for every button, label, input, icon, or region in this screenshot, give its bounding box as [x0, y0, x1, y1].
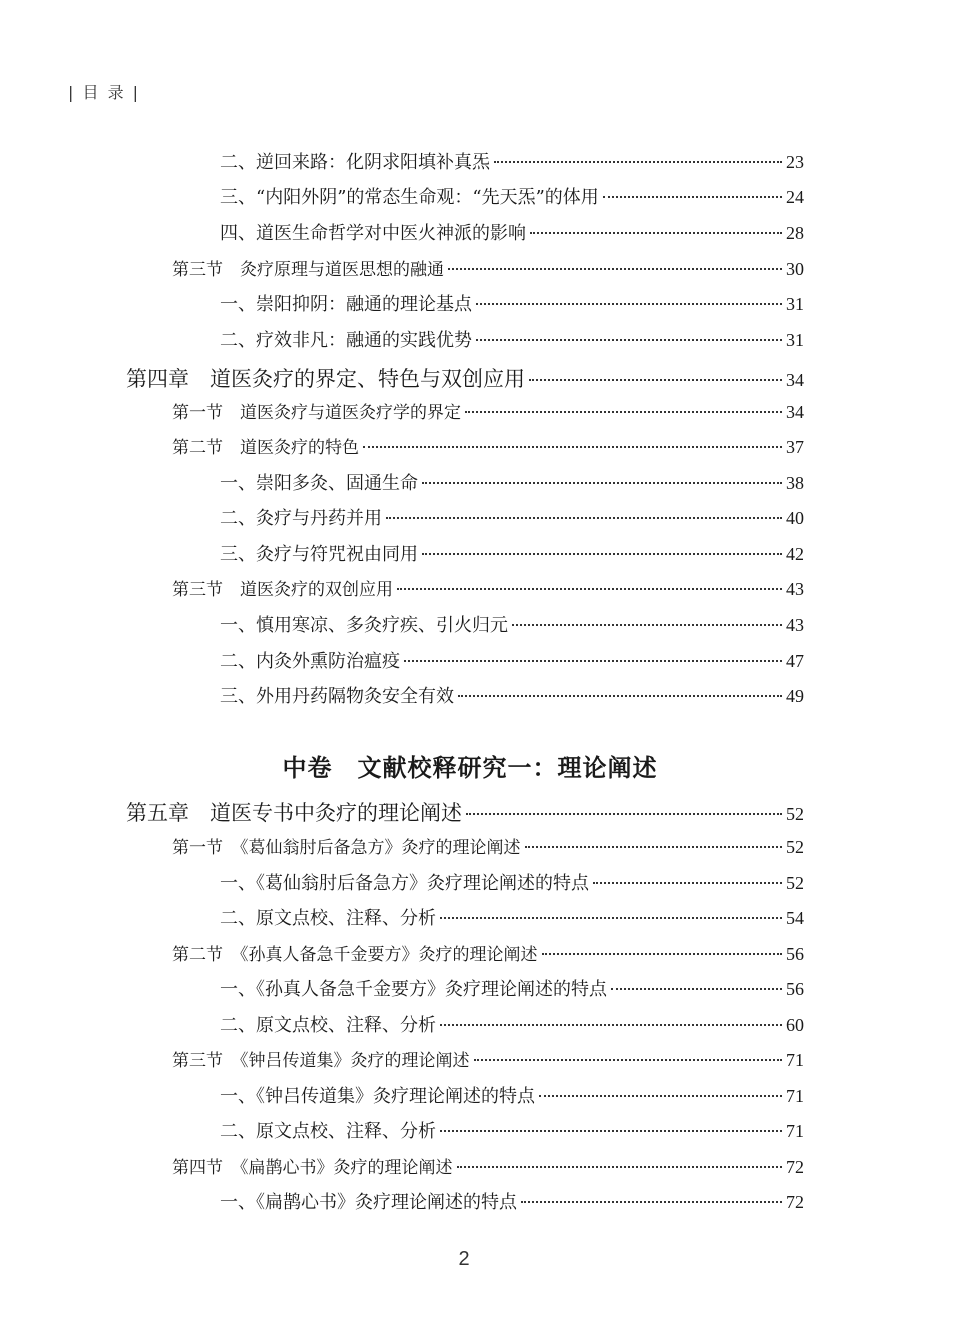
toc-entry-page: 43 — [786, 615, 804, 635]
dot-leader — [529, 379, 782, 381]
toc-entry-page: 49 — [786, 686, 804, 706]
toc-entry-title: 二、灸疗与丹药并用 — [220, 508, 382, 529]
toc-entry[interactable] — [220, 183, 804, 213]
dot-leader — [465, 411, 782, 413]
toc-entry-page: 56 — [786, 944, 804, 964]
dot-leader — [512, 624, 782, 626]
dot-leader — [530, 232, 782, 234]
dot-leader — [494, 161, 782, 163]
toc-entry[interactable] — [172, 833, 804, 863]
dot-leader — [474, 1059, 783, 1061]
toc-entry-title: 第四节 《扁鹊心书》灸疗的理论阐述 — [172, 1158, 453, 1178]
toc-entry-page: 56 — [786, 979, 804, 999]
toc-entry-title: 第五章 道医专书中灸疗的理论阐述 — [126, 801, 462, 825]
page-number: 2 — [458, 1248, 470, 1270]
dot-leader — [542, 953, 783, 955]
toc-entry[interactable] — [220, 540, 804, 570]
toc-entry-title: 二、内灸外熏防治瘟疫 — [220, 651, 400, 672]
toc-entry[interactable] — [220, 290, 804, 320]
dot-leader — [422, 553, 782, 555]
toc-entry-page: 23 — [786, 152, 804, 172]
toc-entry-title: 一、崇阳多灸、固通生命 — [220, 473, 418, 494]
toc-entry-title: 第三节 道医灸疗的双创应用 — [172, 580, 393, 600]
dot-leader — [476, 303, 782, 305]
dot-leader — [593, 882, 782, 884]
toc-entry[interactable] — [220, 869, 804, 899]
toc-entry-page: 72 — [786, 1157, 804, 1177]
dot-leader — [404, 660, 782, 662]
toc-entry[interactable] — [172, 575, 804, 605]
toc-entry-page: 40 — [786, 508, 804, 528]
toc-entry-title: 第三节 灸疗原理与道医思想的融通 — [172, 260, 444, 280]
toc-entry[interactable] — [172, 940, 804, 970]
toc-entry[interactable] — [172, 1046, 804, 1076]
toc-entry[interactable] — [220, 682, 804, 712]
toc-entry-title: 第一节 《葛仙翁肘后备急方》灸疗的理论阐述 — [172, 838, 521, 858]
toc-entry-title: 二、疗效非凡：融通的实践优势 — [220, 330, 472, 351]
toc-entry-page: 24 — [786, 187, 804, 207]
toc-entry-page: 34 — [786, 370, 804, 390]
dot-leader — [440, 917, 782, 919]
part-title: 中卷 文献校释研究一：理论阐述 — [282, 754, 658, 782]
toc-entry[interactable] — [220, 904, 804, 934]
toc-entry-page: 52 — [786, 873, 804, 893]
dot-leader — [397, 588, 782, 590]
dot-leader — [363, 446, 782, 448]
toc-entry-title: 第二节 道医灸疗的特色 — [172, 438, 359, 458]
toc-entry-title: 第一节 道医灸疗与道医灸疗学的界定 — [172, 403, 461, 423]
toc-entry-page: 30 — [786, 259, 804, 279]
toc-entry[interactable] — [172, 1153, 804, 1183]
toc-entry-page: 42 — [786, 544, 804, 564]
toc-entry-title: 第四章 道医灸疗的界定、特色与双创应用 — [126, 367, 525, 391]
dot-leader — [440, 1024, 782, 1026]
dot-leader — [440, 1130, 782, 1132]
toc-entry-title: 三、灸疗与符咒祝由同用 — [220, 544, 418, 565]
toc-entry-title: 一、《孙真人备急千金要方》灸疗理论阐述的特点 — [220, 979, 607, 1000]
toc-entry-page: 71 — [786, 1050, 804, 1070]
dot-leader — [386, 517, 782, 519]
toc-entry-page: 52 — [786, 837, 804, 857]
toc-entry[interactable] — [220, 647, 804, 677]
toc-entry-title: 二、逆回来路：化阴求阳填补真炁 — [220, 152, 490, 173]
toc-entry-title: 一、《葛仙翁肘后备急方》灸疗理论阐述的特点 — [220, 873, 589, 894]
toc-entry[interactable] — [126, 363, 804, 393]
dot-leader — [539, 1095, 782, 1097]
toc-entry[interactable] — [126, 797, 804, 827]
toc-entry-page: 28 — [786, 223, 804, 243]
toc-entry[interactable] — [220, 219, 804, 249]
toc-entry[interactable] — [172, 255, 804, 285]
dot-leader — [525, 846, 783, 848]
toc-entry[interactable] — [220, 326, 804, 356]
toc-entry-page: 43 — [786, 579, 804, 599]
toc-entry-page: 60 — [786, 1015, 804, 1035]
toc-entry[interactable] — [220, 1011, 804, 1041]
toc-entry-page: 72 — [786, 1192, 804, 1212]
toc-entry-title: 一、慎用寒凉、多灸疗疾、引火归元 — [220, 615, 508, 636]
dot-leader — [521, 1201, 782, 1203]
dot-leader — [448, 268, 782, 270]
toc-entry[interactable] — [220, 1188, 804, 1218]
toc-entry-page: 38 — [786, 473, 804, 493]
toc-entry-page: 31 — [786, 330, 804, 350]
dot-leader — [422, 482, 782, 484]
toc-entry[interactable] — [172, 433, 804, 463]
toc-entry-page: 47 — [786, 651, 804, 671]
toc-entry[interactable] — [172, 398, 804, 428]
toc-entry[interactable] — [220, 1082, 804, 1112]
toc-entry-page: 34 — [786, 402, 804, 422]
dot-leader — [466, 813, 782, 815]
dot-leader — [611, 988, 782, 990]
toc-entry[interactable] — [220, 504, 804, 534]
toc-entry[interactable] — [220, 1117, 804, 1147]
running-header: | 目 录 | — [68, 83, 141, 102]
toc-entry-page: 37 — [786, 437, 804, 457]
toc-entry[interactable] — [220, 469, 804, 499]
toc-entry-title: 四、道医生命哲学对中医火神派的影响 — [220, 223, 526, 244]
toc-entry-title: 二、原文点校、注释、分析 — [220, 908, 436, 929]
toc-entry-title: 三、外用丹药隔物灸安全有效 — [220, 686, 454, 707]
toc-entry-title: 二、原文点校、注释、分析 — [220, 1015, 436, 1036]
dot-leader — [603, 196, 782, 198]
dot-leader — [458, 695, 782, 697]
toc-entry-page: 71 — [786, 1121, 804, 1141]
toc-entry[interactable] — [220, 148, 804, 178]
toc-entry-title: 第三节 《钟吕传道集》灸疗的理论阐述 — [172, 1051, 470, 1071]
toc-entry-title: 第二节 《孙真人备急千金要方》灸疗的理论阐述 — [172, 945, 538, 965]
toc-entry-title: 三、“内阳外阴”的常态生命观：“先天炁”的体用 — [220, 187, 599, 208]
toc-entry-title: 一、崇阳抑阴：融通的理论基点 — [220, 294, 472, 315]
toc-entry[interactable] — [220, 611, 804, 641]
dot-leader — [457, 1166, 783, 1168]
toc-entry-page: 52 — [786, 804, 804, 824]
toc-entry-page: 54 — [786, 908, 804, 928]
toc-entry-title: 一、《扁鹊心书》灸疗理论阐述的特点 — [220, 1192, 517, 1213]
toc-entry-page: 71 — [786, 1086, 804, 1106]
toc-entry-title: 二、原文点校、注释、分析 — [220, 1121, 436, 1142]
toc-entry-page: 31 — [786, 294, 804, 314]
toc-entry-title: 一、《钟吕传道集》灸疗理论阐述的特点 — [220, 1086, 535, 1107]
dot-leader — [476, 339, 782, 341]
toc-entry[interactable] — [220, 975, 804, 1005]
